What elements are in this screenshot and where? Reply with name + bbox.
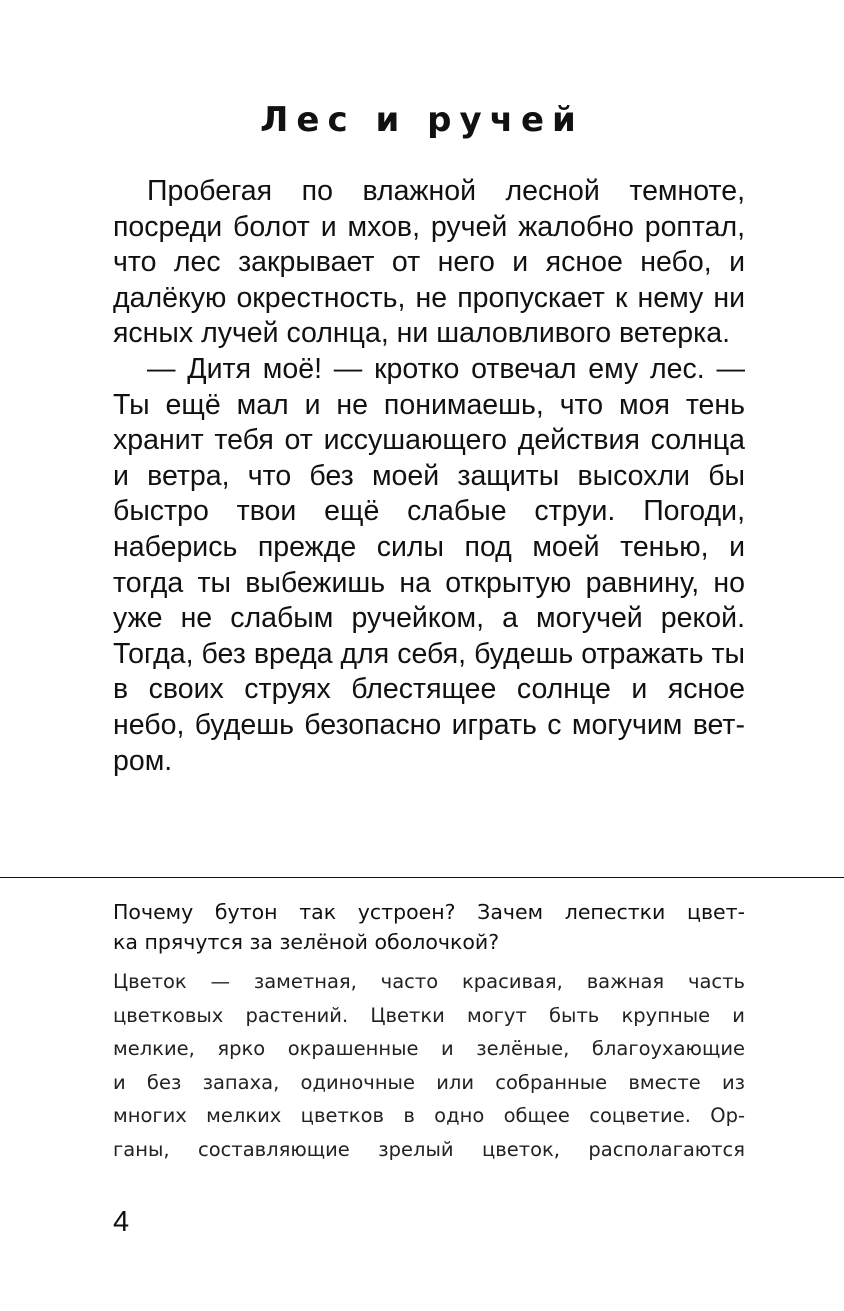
story-title: Лес и ручей bbox=[260, 100, 584, 140]
question-line: Почему бутон так устроен? Зачем лепестки цвет- bbox=[113, 900, 745, 924]
answer-line: Цветок — заметная, часто красивая, важная часть bbox=[113, 970, 745, 993]
answer-line: ганы, составляющие зрелый цветок, располагаются bbox=[113, 1137, 745, 1161]
info-answer bbox=[113, 965, 745, 1166]
info-question bbox=[113, 897, 745, 957]
answer-line: и без запаха, одиночные или собранные вместе из bbox=[113, 1070, 745, 1094]
story-paragraph: — Дитя моё! — кротко отвечал ему лес. — Ты ещё мал и не понимаешь, что моя тень хранит тебя от иссушающего действия солнца и ветра, что без моей защиты высохли бы быстро твои ещё слабые струи. Погоди, наберись прежде силы под моей тенью, и тогда ты выбежишь на открытую равнину, но уже не слабым ручейком, а могучей рекой. Тогда, без вреда для себя, будешь отражать ты в своих струях блестящее солнце и ясное небо, будешь безопасно играть с могучим ветром. bbox=[113, 352, 745, 777]
section-divider bbox=[0, 877, 844, 878]
answer-line: многих мелких цветков в одно общее соцветие. Ор- bbox=[113, 1104, 745, 1127]
story-paragraph: Пробегая по влажной лесной темноте, посреди болот и мхов, ручей жалобно роптал, что лес закрывает от него и ясное небо, и далёкую окрестность, не пропускает к нему ни ясных лучей солнца, ни шаловливого ветерка. bbox=[113, 175, 745, 350]
page-number: 4 bbox=[113, 1206, 130, 1238]
answer-line: цветковых растений. Цветки могут быть крупные и bbox=[113, 1003, 745, 1027]
answer-line: мелкие, ярко окрашенные и зелёные, благоухающие bbox=[113, 1037, 745, 1060]
question-line: ка прячутся за зелёной оболочкой? bbox=[113, 930, 500, 954]
info-box bbox=[113, 897, 745, 1166]
story-body bbox=[113, 174, 745, 779]
